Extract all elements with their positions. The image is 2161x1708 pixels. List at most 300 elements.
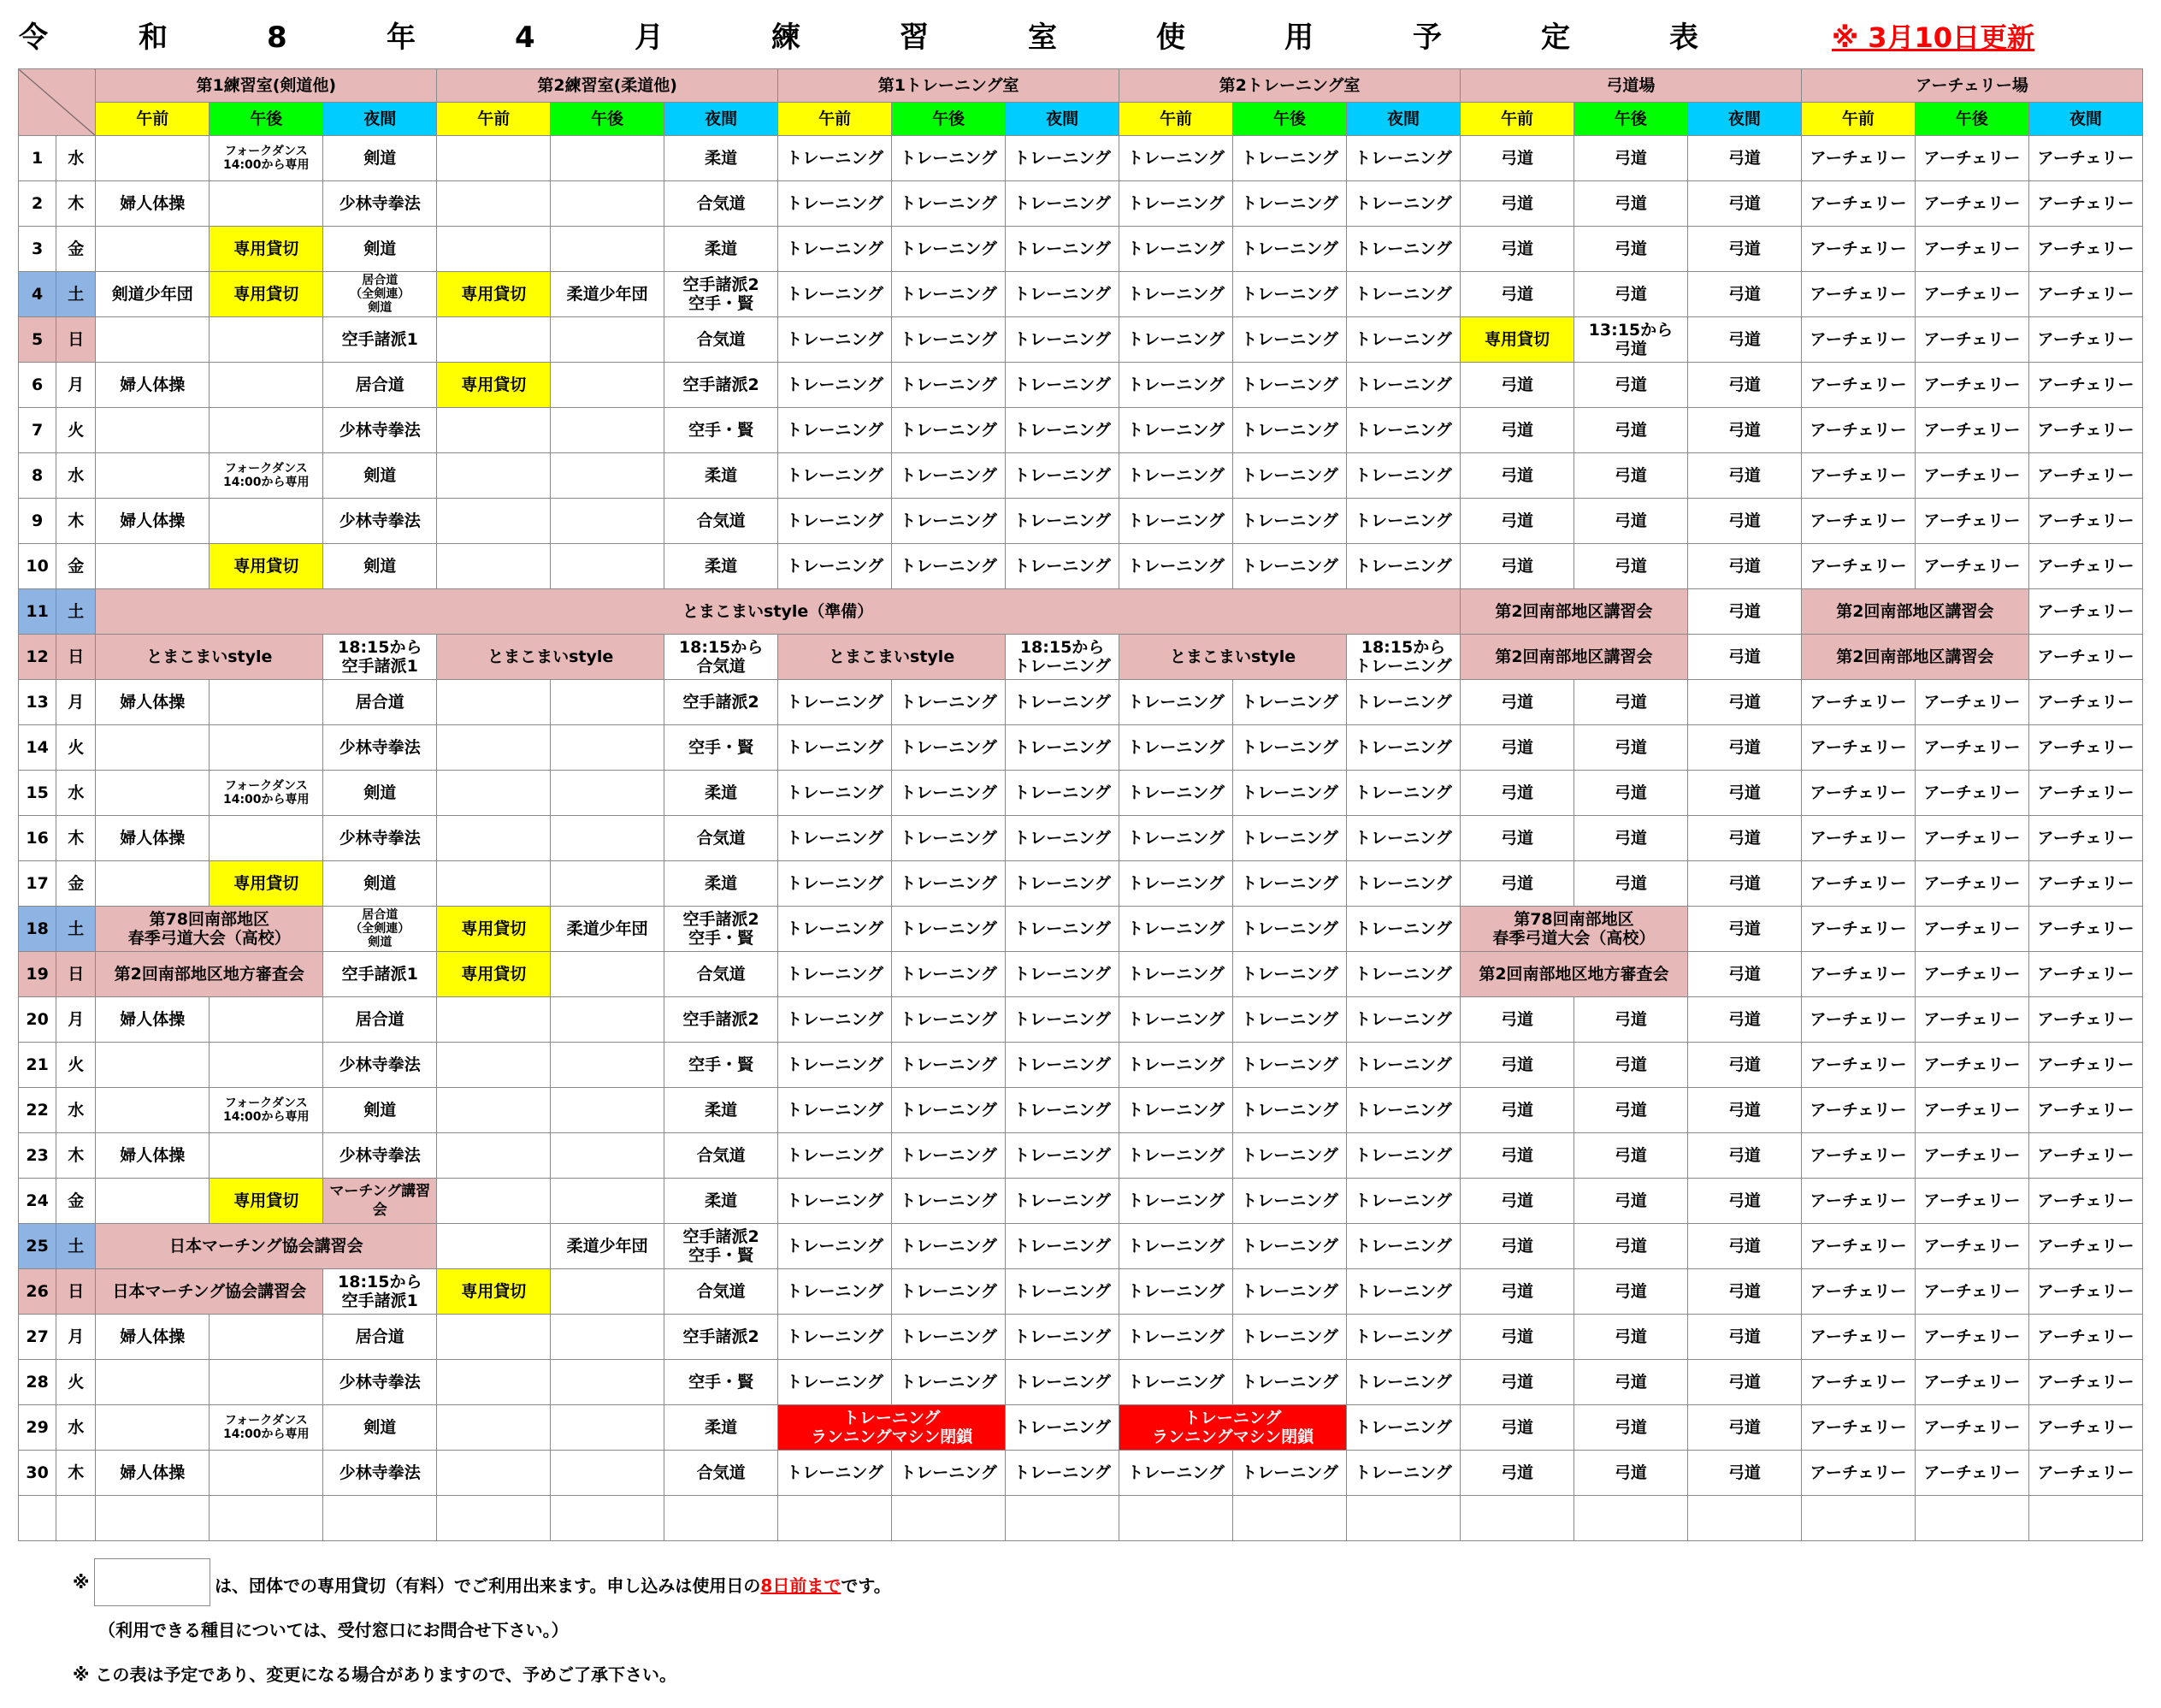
note-deadline: 8日前まで (760, 1575, 841, 1596)
empty-cell (437, 1315, 551, 1360)
archery-cell: アーチェリー (1915, 1405, 2028, 1451)
training-cell: トレーニング (1119, 1224, 1233, 1269)
training-cell: トレーニング (1006, 1133, 1119, 1179)
weekday: 金 (56, 544, 96, 589)
kyudo-cell: 弓道 (1687, 635, 1801, 680)
archery-cell: アーチェリー (1801, 1043, 1915, 1088)
archery-cell: アーチェリー (1915, 1360, 2028, 1405)
event-cell: 日本マーチング協会講習会 (96, 1224, 437, 1269)
archery-cell: アーチェリー (1801, 1133, 1915, 1179)
training-cell: トレーニング (1347, 1269, 1461, 1315)
table-row (19, 1315, 2143, 1360)
weekday: 日 (56, 1269, 96, 1315)
kyudo-cell: 弓道 (1687, 227, 1801, 272)
training-cell: トレーニング (1347, 1315, 1461, 1360)
table-row (19, 771, 2143, 816)
kyudo-cell: 弓道 (1460, 1043, 1574, 1088)
training-cell: トレーニング (778, 680, 892, 725)
kyudo-cell: 弓道 (1687, 952, 1801, 997)
archery-cell: アーチェリー (1801, 680, 1915, 725)
kyudo-cell: 弓道 (1574, 1360, 1687, 1405)
event-cell: とまこまいstyle (778, 635, 1006, 680)
booking-cell: 柔道 (664, 136, 778, 181)
empty-cell (551, 136, 664, 181)
kyudo-cell: 弓道 (1460, 181, 1574, 227)
booking-cell: 専用貸切 (1460, 317, 1574, 363)
day-number: 3 (19, 227, 56, 272)
archery-cell: アーチェリー (1915, 1043, 2028, 1088)
title-char: 習 (900, 21, 929, 55)
archery-cell: アーチェリー (1915, 1133, 2028, 1179)
booking-cell: 少林寺拳法 (323, 1043, 437, 1088)
booking-cell: 少林寺拳法 (323, 1451, 437, 1496)
training-cell: トレーニング (1006, 816, 1119, 861)
empty-cell (551, 861, 664, 907)
empty-cell (1233, 1496, 1347, 1541)
archery-cell: アーチェリー (1915, 861, 2028, 907)
archery-cell: アーチェリー (1801, 1315, 1915, 1360)
kyudo-cell: 弓道 (1687, 816, 1801, 861)
booking-cell: 婦人体操 (96, 816, 210, 861)
empty-cell (210, 363, 323, 408)
archery-cell: アーチェリー (2028, 544, 2142, 589)
archery-cell: アーチェリー (2028, 635, 2142, 680)
weekday: 金 (56, 1179, 96, 1224)
archery-cell: アーチェリー (1915, 272, 2028, 317)
archery-cell: アーチェリー (1801, 1179, 1915, 1224)
booking-cell: 18:15から トレーニング (1347, 635, 1461, 680)
booking-cell: 少林寺拳法 (323, 816, 437, 861)
period-header: 午前 (437, 103, 551, 136)
training-cell: トレーニング (1119, 771, 1233, 816)
empty-cell (96, 1405, 210, 1451)
archery-cell: アーチェリー (1915, 1451, 2028, 1496)
day-number: 30 (19, 1451, 56, 1496)
empty-cell (2028, 1496, 2142, 1541)
archery-cell: アーチェリー (1801, 771, 1915, 816)
kyudo-cell: 弓道 (1574, 725, 1687, 771)
empty-cell (551, 317, 664, 363)
note-line-1-text: は、団体での専用貸切（有料）でご利用出来ます。申し込みは使用日の (215, 1575, 761, 1596)
training-cell: トレーニング (1233, 1360, 1347, 1405)
empty-cell (96, 1043, 210, 1088)
empty-cell (437, 680, 551, 725)
empty-cell (210, 816, 323, 861)
training-cell: トレーニング (892, 363, 1006, 408)
training-cell: トレーニング (1233, 680, 1347, 725)
table-row (19, 1451, 2143, 1496)
training-cell: トレーニング (1119, 952, 1233, 997)
empty-cell (96, 1088, 210, 1133)
booking-cell: 合気道 (664, 499, 778, 544)
training-cell: トレーニング (1119, 1043, 1233, 1088)
empty-cell (551, 997, 664, 1043)
kyudo-cell: 弓道 (1460, 1269, 1574, 1315)
empty-cell (551, 1315, 664, 1360)
empty-cell (56, 1496, 96, 1541)
training-cell: トレーニング (892, 680, 1006, 725)
training-cell: トレーニング (778, 408, 892, 453)
archery-cell: アーチェリー (1801, 136, 1915, 181)
kyudo-cell: 弓道 (1687, 317, 1801, 363)
table-row (19, 272, 2143, 317)
archery-cell: アーチェリー (1915, 1269, 2028, 1315)
booking-cell: 柔道少年団 (551, 907, 664, 952)
empty-cell (551, 408, 664, 453)
kyudo-cell: 弓道 (1574, 1315, 1687, 1360)
title-char: 月 (635, 21, 664, 55)
booking-cell: 18:15から 空手諸派1 (323, 635, 437, 680)
title-char: 表 (1669, 21, 1698, 55)
table-row (19, 453, 2143, 499)
archery-cell: アーチェリー (1915, 816, 2028, 861)
training-cell: トレーニング (1006, 1043, 1119, 1088)
training-cell: トレーニング (1006, 181, 1119, 227)
kyudo-cell: 弓道 (1460, 771, 1574, 816)
day-number: 29 (19, 1405, 56, 1451)
empty-cell (437, 861, 551, 907)
training-cell: トレーニング (778, 363, 892, 408)
training-cell: トレーニング (1006, 952, 1119, 997)
kyudo-cell: 弓道 (1460, 861, 1574, 907)
archery-cell: アーチェリー (1915, 453, 2028, 499)
training-cell: トレーニング (1233, 317, 1347, 363)
training-cell: トレーニング (892, 997, 1006, 1043)
training-cell: トレーニング (892, 408, 1006, 453)
archery-cell: アーチェリー (2028, 317, 2142, 363)
training-cell: トレーニング (1233, 1133, 1347, 1179)
kyudo-cell: 弓道 (1687, 1179, 1801, 1224)
training-cell: トレーニング (1119, 408, 1233, 453)
training-cell: トレーニング (778, 771, 892, 816)
kyudo-cell: 弓道 (1687, 363, 1801, 408)
table-row (19, 816, 2143, 861)
kyudo-cell: 弓道 (1687, 1269, 1801, 1315)
kyudo-cell: 弓道 (1460, 1088, 1574, 1133)
event-cell: 第2回南部地区講習会 (1460, 635, 1687, 680)
kyudo-cell: 弓道 (1574, 861, 1687, 907)
training-cell: トレーニング (1347, 317, 1461, 363)
training-cell: トレーニング (1006, 227, 1119, 272)
kyudo-cell: 弓道 (1460, 1179, 1574, 1224)
facility-header: 第1練習室(剣道他) (96, 69, 437, 103)
kyudo-cell: 弓道 (1460, 227, 1574, 272)
empty-cell (551, 1269, 664, 1315)
empty-cell (437, 136, 551, 181)
training-cell: トレーニング (892, 1451, 1006, 1496)
training-cell: トレーニング (1006, 725, 1119, 771)
archery-cell: アーチェリー (1801, 1451, 1915, 1496)
archery-cell: アーチェリー (1915, 680, 2028, 725)
training-cell: トレーニング (892, 544, 1006, 589)
weekday: 金 (56, 227, 96, 272)
training-cell: トレーニング (778, 725, 892, 771)
training-cell: トレーニング (892, 771, 1006, 816)
table-row (19, 1179, 2143, 1224)
empty-cell (664, 1496, 778, 1541)
day-number: 18 (19, 907, 56, 952)
kyudo-cell: 弓道 (1687, 1360, 1801, 1405)
training-cell: トレーニング (1347, 771, 1461, 816)
kyudo-cell: 弓道 (1460, 680, 1574, 725)
event-cell: とまこまいstyle (437, 635, 664, 680)
day-number: 20 (19, 997, 56, 1043)
booking-cell: 空手・賢 (664, 408, 778, 453)
empty-cell (210, 1133, 323, 1179)
archery-cell: アーチェリー (1915, 408, 2028, 453)
training-cell: トレーニング (1233, 1179, 1347, 1224)
empty-cell (210, 499, 323, 544)
training-cell: トレーニング (1119, 680, 1233, 725)
archery-cell: アーチェリー (2028, 816, 2142, 861)
archery-cell: アーチェリー (2028, 1043, 2142, 1088)
booking-cell: 居合道 （全剣連） 剣道 (323, 272, 437, 317)
training-cell: トレーニング (1347, 907, 1461, 952)
day-number: 5 (19, 317, 56, 363)
empty-cell (210, 1360, 323, 1405)
empty-cell (1347, 1496, 1461, 1541)
booking-cell: 婦人体操 (96, 680, 210, 725)
table-row (19, 499, 2143, 544)
training-cell: トレーニング (1119, 1088, 1233, 1133)
booking-cell: 柔道 (664, 1088, 778, 1133)
table-row (19, 317, 2143, 363)
training-cell: トレーニング (778, 1224, 892, 1269)
kyudo-cell: 弓道 (1574, 1405, 1687, 1451)
period-header: 午前 (778, 103, 892, 136)
training-cell: トレーニング (1233, 272, 1347, 317)
period-header: 午前 (96, 103, 210, 136)
training-cell: トレーニング (892, 1269, 1006, 1315)
note-line-3: ※ この表は予定であり、変更になる場合がありますので、予めご了承下さい。 (73, 1664, 677, 1685)
training-cell: トレーニング (1006, 907, 1119, 952)
period-header: 午後 (1574, 103, 1687, 136)
kyudo-cell: 弓道 (1687, 1315, 1801, 1360)
period-header: 夜間 (1687, 103, 1801, 136)
empty-cell (551, 499, 664, 544)
note-line-1-end: です。 (841, 1575, 891, 1596)
facility-header: 第1トレーニング室 (778, 69, 1119, 103)
archery-cell: アーチェリー (2028, 1088, 2142, 1133)
weekday: 月 (56, 1315, 96, 1360)
weekday: 土 (56, 589, 96, 635)
training-cell: トレーニング (1347, 1451, 1461, 1496)
training-cell: トレーニング (1347, 680, 1461, 725)
day-number: 14 (19, 725, 56, 771)
archery-cell: アーチェリー (1915, 363, 2028, 408)
booking-cell: 専用貸切 (210, 1179, 323, 1224)
training-cell: トレーニング (1119, 136, 1233, 181)
training-cell: トレーニング (892, 453, 1006, 499)
training-cell: トレーニング (892, 1088, 1006, 1133)
booking-cell: 柔道 (664, 1405, 778, 1451)
archery-cell: アーチェリー (1801, 227, 1915, 272)
training-cell: トレーニング (892, 317, 1006, 363)
empty-cell (1915, 1496, 2028, 1541)
booking-cell: 専用貸切 (437, 272, 551, 317)
event-cell: とまこまいstyle (1119, 635, 1347, 680)
training-cell: トレーニング (1006, 136, 1119, 181)
table-row (19, 1405, 2143, 1451)
kyudo-cell: 弓道 (1687, 861, 1801, 907)
training-cell: トレーニング (1119, 317, 1233, 363)
booking-cell: 空手・賢 (664, 725, 778, 771)
archery-cell: アーチェリー (2028, 181, 2142, 227)
booking-cell: フォークダンス 14:00から専用 (210, 1088, 323, 1133)
booking-cell: 婦人体操 (96, 499, 210, 544)
archery-cell: アーチェリー (1915, 136, 2028, 181)
kyudo-cell: 弓道 (1687, 408, 1801, 453)
training-cell: トレーニング (1347, 181, 1461, 227)
facility-header: 第2トレーニング室 (1119, 69, 1461, 103)
kyudo-cell: 弓道 (1460, 816, 1574, 861)
training-cell: トレーニング (778, 181, 892, 227)
training-cell: トレーニング (1347, 1179, 1461, 1224)
training-cell: トレーニング (1347, 1405, 1461, 1451)
empty-cell (96, 725, 210, 771)
empty-cell (437, 816, 551, 861)
kyudo-cell: 弓道 (1460, 408, 1574, 453)
archery-cell: アーチェリー (2028, 1133, 2142, 1179)
kyudo-cell: 弓道 (1687, 181, 1801, 227)
training-cell: トレーニング (1119, 453, 1233, 499)
booking-cell: 柔道 (664, 227, 778, 272)
training-cell: トレーニング (892, 725, 1006, 771)
booking-cell: 18:15から 合気道 (664, 635, 778, 680)
training-cell: トレーニング (1006, 317, 1119, 363)
kyudo-cell: 弓道 (1687, 725, 1801, 771)
archery-cell: アーチェリー (1801, 725, 1915, 771)
empty-cell (437, 771, 551, 816)
archery-cell: アーチェリー (1915, 544, 2028, 589)
training-cell: トレーニング (892, 907, 1006, 952)
kyudo-cell: 弓道 (1460, 544, 1574, 589)
archery-cell: アーチェリー (2028, 272, 2142, 317)
booking-cell: 合気道 (664, 816, 778, 861)
day-number: 24 (19, 1179, 56, 1224)
training-cell: トレーニング (1006, 1269, 1119, 1315)
title-char: 和 (139, 21, 168, 55)
training-cell: トレーニング (1119, 816, 1233, 861)
kyudo-cell: 弓道 (1460, 725, 1574, 771)
archery-cell: アーチェリー (1915, 1088, 2028, 1133)
training-cell: トレーニング (1119, 725, 1233, 771)
period-header: 午後 (551, 103, 664, 136)
empty-cell (210, 317, 323, 363)
kyudo-cell: 弓道 (1460, 136, 1574, 181)
training-cell: トレーニング (778, 907, 892, 952)
booking-cell: 居合道 （全剣連） 剣道 (323, 907, 437, 952)
training-cell: トレーニング (1006, 1088, 1119, 1133)
training-cell: トレーニング (892, 1360, 1006, 1405)
booking-cell: 合気道 (664, 1269, 778, 1315)
empty-cell (96, 453, 210, 499)
booking-cell: 柔道 (664, 1179, 778, 1224)
booking-cell: 空手諸派2 空手・賢 (664, 907, 778, 952)
empty-cell (437, 1133, 551, 1179)
archery-cell: アーチェリー (1915, 997, 2028, 1043)
table-row (19, 997, 2143, 1043)
period-header: 夜間 (1006, 103, 1119, 136)
archery-cell: アーチェリー (1801, 408, 1915, 453)
empty-cell (96, 771, 210, 816)
archery-cell: アーチェリー (1801, 1405, 1915, 1451)
kyudo-cell: 弓道 (1574, 453, 1687, 499)
day-number: 28 (19, 1360, 56, 1405)
kyudo-cell: 弓道 (1460, 997, 1574, 1043)
archery-cell: アーチェリー (1801, 181, 1915, 227)
training-cell: トレーニング (1347, 1088, 1461, 1133)
training-cell: トレーニング (1119, 1315, 1233, 1360)
day-number: 27 (19, 1315, 56, 1360)
weekday: 月 (56, 680, 96, 725)
title-char: 室 (1028, 21, 1057, 55)
kyudo-cell: 弓道 (1687, 453, 1801, 499)
archery-cell: アーチェリー (2028, 453, 2142, 499)
booking-cell: 空手諸派2 (664, 680, 778, 725)
kyudo-cell: 弓道 (1687, 499, 1801, 544)
booking-cell: 柔道 (664, 544, 778, 589)
booking-cell: 剣道 (323, 227, 437, 272)
kyudo-cell: 弓道 (1574, 1179, 1687, 1224)
booking-cell: 婦人体操 (96, 1451, 210, 1496)
training-cell: トレーニング (1347, 544, 1461, 589)
kyudo-cell: 弓道 (1687, 1133, 1801, 1179)
table-row (19, 635, 2143, 680)
empty-cell (1006, 1496, 1119, 1541)
title-char: 練 (771, 21, 800, 55)
training-cell: トレーニング (1347, 1360, 1461, 1405)
training-cell: トレーニング (778, 1043, 892, 1088)
training-cell: トレーニング (778, 997, 892, 1043)
booking-cell: 婦人体操 (96, 1315, 210, 1360)
training-cell: トレーニング (1347, 1133, 1461, 1179)
booking-cell: 専用貸切 (437, 952, 551, 997)
training-cell: トレーニング (778, 952, 892, 997)
booking-cell: 居合道 (323, 680, 437, 725)
kyudo-cell: 弓道 (1574, 1043, 1687, 1088)
kyudo-cell: 弓道 (1574, 997, 1687, 1043)
booking-cell: 空手諸派2 空手・賢 (664, 1224, 778, 1269)
training-cell: トレーニング (1119, 1179, 1233, 1224)
period-header: 夜間 (664, 103, 778, 136)
training-cell: トレーニング (892, 136, 1006, 181)
empty-cell (551, 1133, 664, 1179)
alert-cell: トレーニング ランニングマシン閉鎖 (1119, 1405, 1347, 1451)
empty-cell (210, 997, 323, 1043)
empty-cell (551, 453, 664, 499)
training-cell: トレーニング (1233, 544, 1347, 589)
training-cell: トレーニング (1347, 1224, 1461, 1269)
archery-cell: アーチェリー (1915, 181, 2028, 227)
facility-header: 第2練習室(柔道他) (437, 69, 778, 103)
archery-cell: アーチェリー (2028, 1315, 2142, 1360)
training-cell: トレーニング (1006, 408, 1119, 453)
archery-cell: アーチェリー (2028, 589, 2142, 635)
kyudo-cell: 弓道 (1460, 363, 1574, 408)
empty-cell (1687, 1496, 1801, 1541)
kyudo-cell: 弓道 (1574, 181, 1687, 227)
training-cell: トレーニング (1119, 544, 1233, 589)
booking-cell: 専用貸切 (210, 227, 323, 272)
booking-cell: 婦人体操 (96, 997, 210, 1043)
period-header: 午前 (1119, 103, 1233, 136)
booking-cell: 合気道 (664, 1133, 778, 1179)
period-header: 午前 (1801, 103, 1915, 136)
empty-cell (210, 680, 323, 725)
kyudo-cell: 弓道 (1460, 272, 1574, 317)
booking-cell: 専用貸切 (210, 861, 323, 907)
